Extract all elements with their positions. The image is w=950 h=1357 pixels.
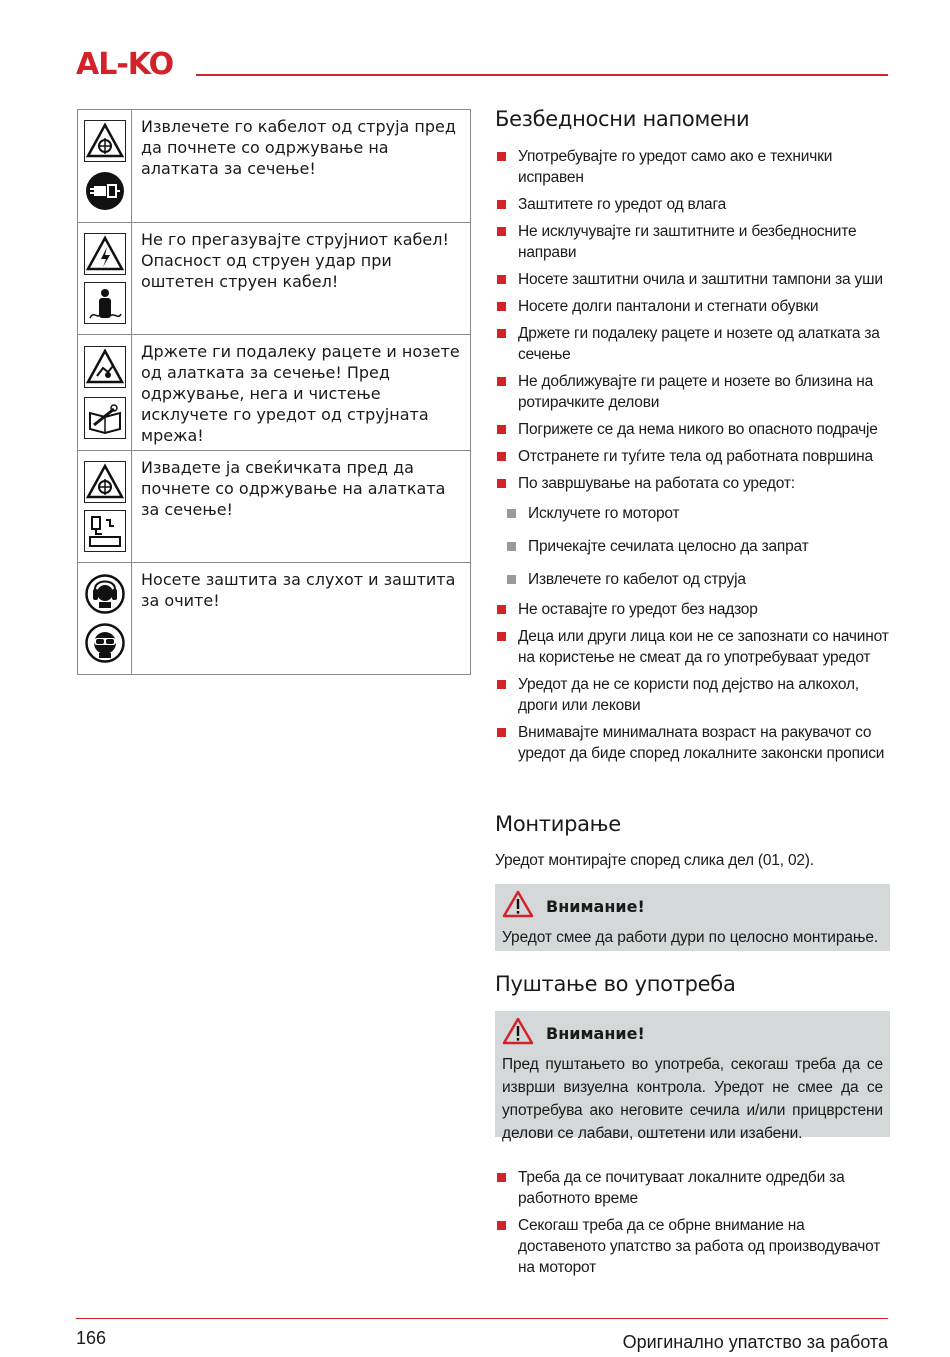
symbol-icons <box>78 451 132 562</box>
unplug-icon <box>84 170 126 212</box>
warning-title: Внимание! <box>546 1024 645 1043</box>
warning-header <box>502 1017 883 1050</box>
list-item: Секогаш треба да се обрне внимание на доставеното упатство за работа од производувачот на моторот <box>495 1215 890 1278</box>
cable-danger-icon <box>84 282 126 324</box>
list-item: Отстранете ги туѓите тела од работната површина <box>495 446 890 467</box>
spark-plug-icon <box>84 510 126 552</box>
symbol-row <box>78 223 470 335</box>
list-item: Држете ги подалеку рацете и нозете од алатката за сечење <box>495 323 890 365</box>
list-item: Носете долги панталони и стегнати обувки <box>495 296 890 317</box>
list-item: Треба да се почитуваат локалните одредби за работното време <box>495 1167 890 1209</box>
mounting-section <box>495 811 890 951</box>
brand-logo: AL-KO <box>76 47 174 82</box>
warning-rotating-blade-icon <box>84 461 126 503</box>
list-item: Не оставајте го уредот без надзор <box>495 599 890 620</box>
list-item: Погрижете се да нема никого во опасното подрачје <box>495 419 890 440</box>
section-title: Пуштање во употреба <box>495 972 736 996</box>
warning-electric-shock-icon <box>84 233 126 275</box>
warning-box <box>495 884 890 951</box>
warning-triangle-icon <box>502 1017 534 1050</box>
warning-rotating-blade-icon <box>84 120 126 162</box>
symbol-text: Извлечете го кабелот од струја пред да почнете со одржување на алатката за сечење! <box>141 117 456 178</box>
list-item: Употребувајте го уредот само ако е технички исправен <box>495 146 890 188</box>
commissioning-section <box>495 971 890 1284</box>
list-item: Не исклучувајте ги заштитните и безбедносните направи <box>495 221 890 263</box>
footer-rule <box>76 1318 888 1319</box>
warning-box <box>495 1011 890 1142</box>
read-manual-icon <box>84 397 126 439</box>
symbol-text: Носете заштита за слухот и заштита за очите! <box>141 570 456 610</box>
commissioning-list <box>495 1167 890 1278</box>
list-item: Заштитете го уредот од влага <box>495 194 890 215</box>
list-item: Уредот да не се користи под дејство на алкохол, дроги или лекови <box>495 674 890 716</box>
symbol-row <box>78 110 470 223</box>
eye-protection-icon <box>84 622 126 664</box>
symbol-row <box>78 451 470 563</box>
section-title: Безбедносни напомени <box>495 107 750 131</box>
sub-list-item: Исклучете го моторот <box>495 503 890 524</box>
symbol-icons <box>78 335 132 450</box>
symbol-icons <box>78 563 132 674</box>
warning-text: Уредот смее да работи дури по целосно монтирање. <box>502 929 879 946</box>
symbols-table <box>77 109 471 675</box>
sub-list-item: Извлечете го кабелот од струја <box>495 569 890 590</box>
symbol-text: Не го прегазувајте струјниот кабел! Опасност од струен удар при оштетен струен кабел! <box>141 230 449 291</box>
list-item: Не доближувајте ги рацете и нозете во близина на ротирачките делови <box>495 371 890 413</box>
warning-hand-injury-icon <box>84 346 126 388</box>
list-item: По завршување на работата со уредот: <box>495 473 890 494</box>
page-number: 166 <box>76 1328 107 1348</box>
section-title: Монтирање <box>495 812 621 836</box>
warning-text: Пред пуштањето во употреба, секогаш треба да се изврши визуелна контрола. Уредот не смее да се употребува ако неговите сечила и/или прицврстени делови се лабави, оштетени или изабени. <box>502 1056 883 1142</box>
list-item: Внимавајте минималната возраст на ракувачот со уредот да биде според локалните законски прописи <box>495 722 890 764</box>
symbol-icons <box>78 110 132 222</box>
symbol-text: Држете ги подалеку рацете и нозете од алатката за сечење! Пред одржување, нега и чистење исклучете го уредот од струјната мрежа! <box>141 342 460 445</box>
warning-triangle-icon <box>502 890 534 923</box>
list-item: Деца или други лица кои не се запознати со начинот на користење не смеат да го употребуваат уредот <box>495 626 890 668</box>
symbol-text: Извадете ја свеќичката пред да почнете со одржување на алатката за сечење! <box>141 458 446 519</box>
symbol-row <box>78 563 470 675</box>
sub-list-item: Причекајте сечилата целосно да запрат <box>495 536 890 557</box>
warning-header <box>502 890 883 923</box>
mounting-text: Уредот монтирајте според слика дел (01, 02). <box>495 852 814 869</box>
warning-title: Внимание! <box>546 897 645 916</box>
list-item: Носете заштитни очила и заштитни тампони за уши <box>495 269 890 290</box>
symbol-icons <box>78 223 132 334</box>
ear-protection-icon <box>84 573 126 615</box>
header-rule <box>196 74 888 76</box>
symbol-row <box>78 335 470 451</box>
safety-section <box>495 106 890 770</box>
footer-title: Оригинално упатство за работа <box>622 1332 888 1352</box>
safety-list <box>495 146 890 764</box>
